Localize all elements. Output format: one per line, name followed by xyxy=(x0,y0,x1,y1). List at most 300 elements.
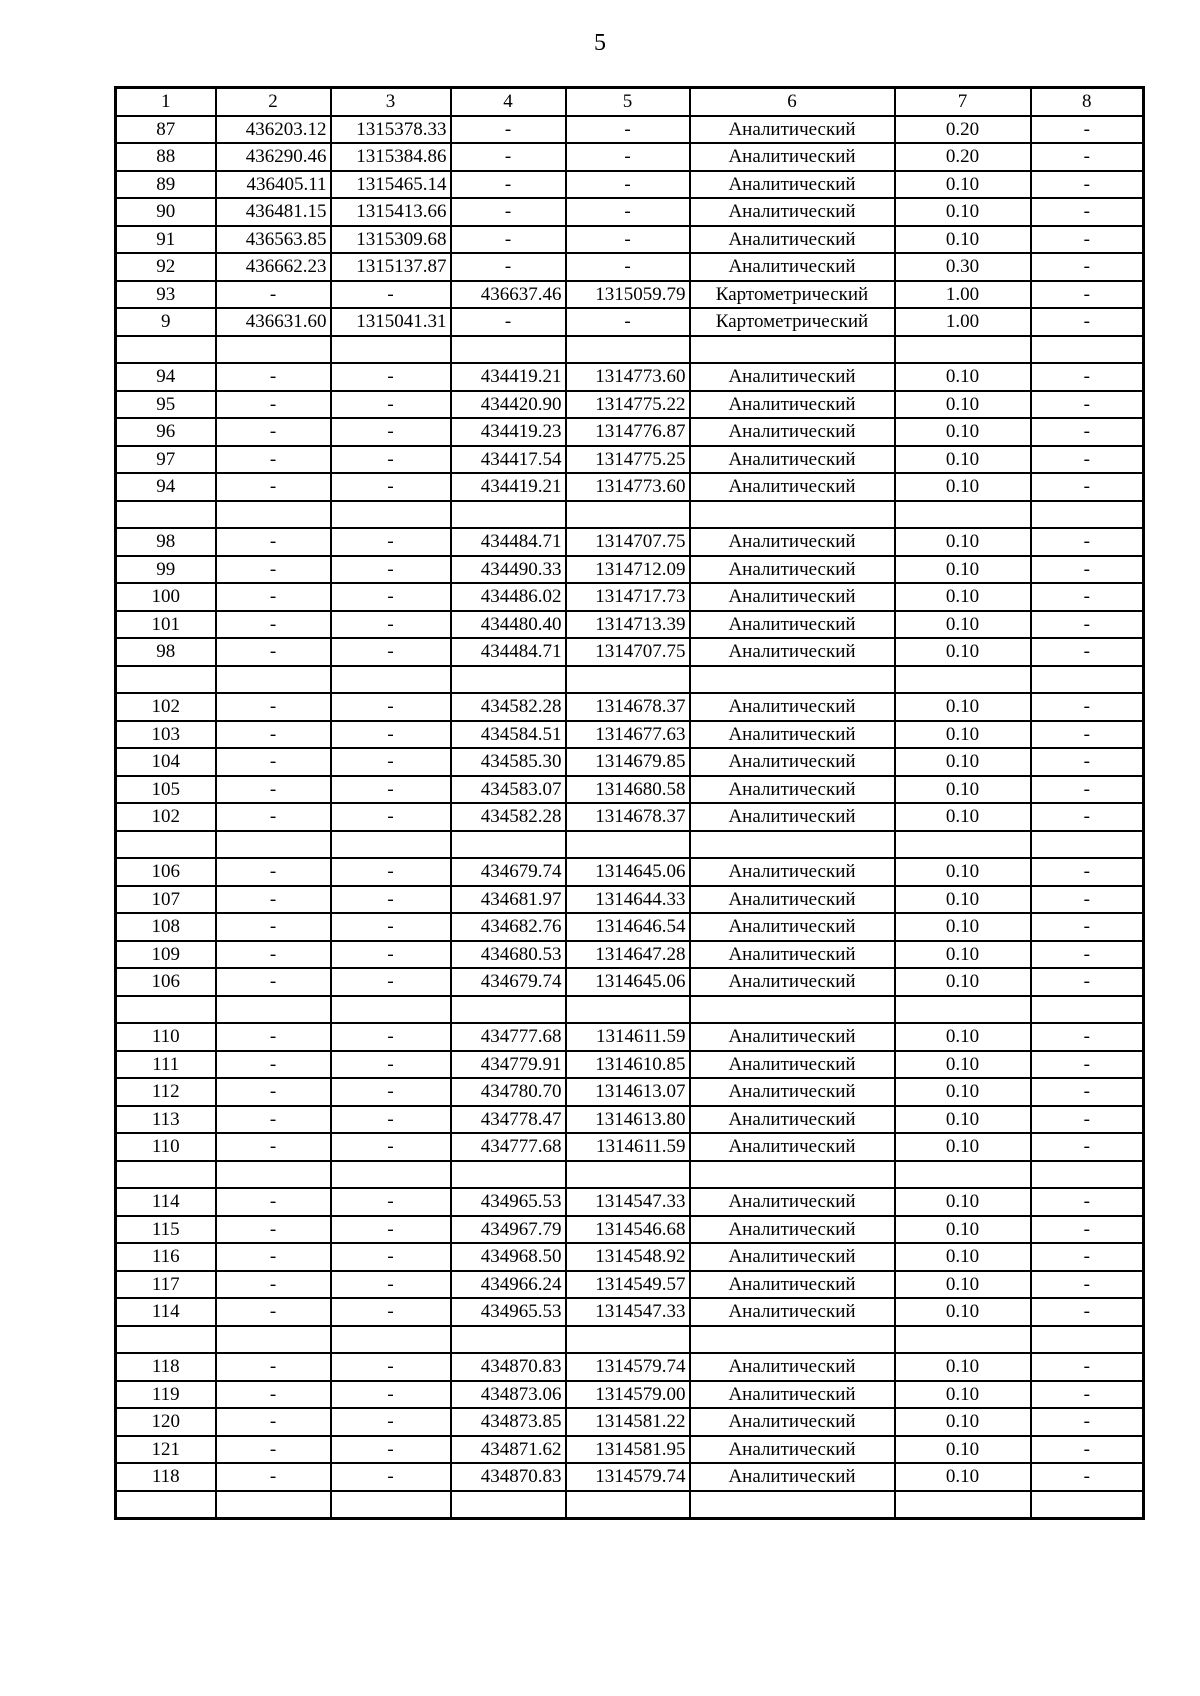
table-cell: - xyxy=(331,1243,451,1271)
table-cell: 434965.53 xyxy=(451,1298,566,1326)
table-cell: 118 xyxy=(116,1463,216,1491)
table-cell: - xyxy=(1031,1436,1144,1464)
table-cell: Аналитический xyxy=(690,391,895,419)
table-cell xyxy=(216,336,331,364)
table-cell xyxy=(895,1326,1031,1354)
table-cell xyxy=(895,1491,1031,1519)
table-row xyxy=(116,143,1144,171)
table-cell: 1314579.00 xyxy=(566,1381,690,1409)
header-cell: 4 xyxy=(451,88,566,116)
table-cell: - xyxy=(216,281,331,309)
table-cell: - xyxy=(331,528,451,556)
table-cell: 434682.76 xyxy=(451,913,566,941)
spacer-row xyxy=(116,501,1144,529)
table-cell xyxy=(1031,831,1144,859)
table-row xyxy=(116,528,1144,556)
table-cell: 0.10 xyxy=(895,226,1031,254)
table-cell: 0.10 xyxy=(895,968,1031,996)
table-cell: - xyxy=(331,1298,451,1326)
table-cell: 434419.23 xyxy=(451,418,566,446)
table-cell: 1.00 xyxy=(895,308,1031,336)
table-cell: - xyxy=(451,143,566,171)
table-cell: - xyxy=(1031,1078,1144,1106)
table-cell: 0.10 xyxy=(895,583,1031,611)
table-cell: 98 xyxy=(116,638,216,666)
table-cell xyxy=(331,1491,451,1519)
table-cell xyxy=(690,336,895,364)
table-cell: - xyxy=(216,776,331,804)
header-cell: 3 xyxy=(331,88,451,116)
table-cell: - xyxy=(331,776,451,804)
table-cell: 434583.07 xyxy=(451,776,566,804)
table-cell: 119 xyxy=(116,1381,216,1409)
table-row xyxy=(116,473,1144,501)
table-cell xyxy=(895,831,1031,859)
table-row xyxy=(116,776,1144,804)
table-cell: 93 xyxy=(116,281,216,309)
table-row xyxy=(116,721,1144,749)
coordinates-table xyxy=(114,86,1145,1520)
table-cell: 434585.30 xyxy=(451,748,566,776)
table-row xyxy=(116,1353,1144,1381)
table-cell: 1314647.28 xyxy=(566,941,690,969)
table-cell: - xyxy=(1031,1408,1144,1436)
table-row xyxy=(116,1216,1144,1244)
table-cell: 0.30 xyxy=(895,253,1031,281)
table-cell: - xyxy=(216,1078,331,1106)
table-cell: 434679.74 xyxy=(451,858,566,886)
table-cell: 0.10 xyxy=(895,363,1031,391)
table-cell: 0.10 xyxy=(895,913,1031,941)
table-cell xyxy=(331,831,451,859)
table-cell: 1314678.37 xyxy=(566,803,690,831)
table-cell xyxy=(331,336,451,364)
table-cell: - xyxy=(216,748,331,776)
table-cell: - xyxy=(216,473,331,501)
table-cell: - xyxy=(216,858,331,886)
table-cell: 1314579.74 xyxy=(566,1353,690,1381)
table-cell: 100 xyxy=(116,583,216,611)
table-cell: - xyxy=(216,1408,331,1436)
table-cell: 115 xyxy=(116,1216,216,1244)
table-cell xyxy=(566,501,690,529)
table-cell: - xyxy=(1031,968,1144,996)
table-cell: 105 xyxy=(116,776,216,804)
table-cell: Аналитический xyxy=(690,446,895,474)
table-cell: Аналитический xyxy=(690,583,895,611)
table-cell: - xyxy=(216,446,331,474)
table-cell: Аналитический xyxy=(690,1188,895,1216)
table-cell: 1314645.06 xyxy=(566,858,690,886)
table-cell: 1315384.86 xyxy=(331,143,451,171)
table-cell: - xyxy=(331,693,451,721)
table-cell: 0.10 xyxy=(895,1463,1031,1491)
table-cell: - xyxy=(331,1436,451,1464)
table-cell: - xyxy=(331,1106,451,1134)
table-cell: - xyxy=(1031,1381,1144,1409)
table-row xyxy=(116,803,1144,831)
table-cell: 1314613.80 xyxy=(566,1106,690,1134)
spacer-row xyxy=(116,996,1144,1024)
table-cell: - xyxy=(1031,143,1144,171)
table-cell: 434419.21 xyxy=(451,473,566,501)
table-cell: 110 xyxy=(116,1133,216,1161)
table-cell: 95 xyxy=(116,391,216,419)
table-cell: Аналитический xyxy=(690,1463,895,1491)
table-cell: - xyxy=(1031,556,1144,584)
table-cell: - xyxy=(1031,1243,1144,1271)
table-cell: - xyxy=(451,171,566,199)
table-cell xyxy=(451,501,566,529)
spacer-row xyxy=(116,336,1144,364)
table-cell: 87 xyxy=(116,116,216,144)
table-cell: 1314548.92 xyxy=(566,1243,690,1271)
table-row xyxy=(116,281,1144,309)
table-cell: - xyxy=(331,1133,451,1161)
table-cell: - xyxy=(331,391,451,419)
table-cell: 0.10 xyxy=(895,748,1031,776)
table-cell: Аналитический xyxy=(690,858,895,886)
table-cell: 434966.24 xyxy=(451,1271,566,1299)
table-cell: 1314775.22 xyxy=(566,391,690,419)
table-cell: 1315465.14 xyxy=(331,171,451,199)
table-cell xyxy=(216,1491,331,1519)
table-cell: - xyxy=(1031,803,1144,831)
table-cell: 0.10 xyxy=(895,1188,1031,1216)
table-cell: - xyxy=(1031,1133,1144,1161)
table-cell: Аналитический xyxy=(690,198,895,226)
table-cell: - xyxy=(451,116,566,144)
table-cell: 89 xyxy=(116,171,216,199)
table-cell: 0.10 xyxy=(895,1381,1031,1409)
table-cell: - xyxy=(451,198,566,226)
table-row xyxy=(116,226,1144,254)
table-row xyxy=(116,611,1144,639)
table-cell: 434777.68 xyxy=(451,1133,566,1161)
table-cell: - xyxy=(216,1381,331,1409)
table-cell: 90 xyxy=(116,198,216,226)
table-cell: 436290.46 xyxy=(216,143,331,171)
table-cell: 1315413.66 xyxy=(331,198,451,226)
table-cell: - xyxy=(451,253,566,281)
table-cell: 92 xyxy=(116,253,216,281)
table-cell xyxy=(895,666,1031,694)
table-cell: - xyxy=(1031,886,1144,914)
table-cell: - xyxy=(331,556,451,584)
table-row xyxy=(116,913,1144,941)
table-cell: 0.10 xyxy=(895,198,1031,226)
table-cell: 96 xyxy=(116,418,216,446)
table-cell xyxy=(216,1161,331,1189)
table-cell xyxy=(216,666,331,694)
table-cell: 1315059.79 xyxy=(566,281,690,309)
header-cell: 6 xyxy=(690,88,895,116)
table-cell: 434871.62 xyxy=(451,1436,566,1464)
table-cell: 0.10 xyxy=(895,1298,1031,1326)
table-cell: 0.10 xyxy=(895,941,1031,969)
table-cell: 114 xyxy=(116,1298,216,1326)
table-cell xyxy=(566,996,690,1024)
table-cell: - xyxy=(1031,446,1144,474)
table-cell: 111 xyxy=(116,1051,216,1079)
table-cell: - xyxy=(1031,1188,1144,1216)
table-cell xyxy=(116,666,216,694)
table-cell: 434870.83 xyxy=(451,1353,566,1381)
table-cell xyxy=(116,1161,216,1189)
table-cell: 434681.97 xyxy=(451,886,566,914)
table-cell: 1314610.85 xyxy=(566,1051,690,1079)
table-cell xyxy=(690,1161,895,1189)
header-cell: 1 xyxy=(116,88,216,116)
table-cell xyxy=(451,1326,566,1354)
table-cell: 0.10 xyxy=(895,886,1031,914)
table-cell: 1314678.37 xyxy=(566,693,690,721)
table-cell: 0.10 xyxy=(895,693,1031,721)
table-cell: 434965.53 xyxy=(451,1188,566,1216)
table-cell xyxy=(451,1491,566,1519)
table-cell xyxy=(566,1491,690,1519)
table-cell: 434777.68 xyxy=(451,1023,566,1051)
table-cell xyxy=(116,1326,216,1354)
table-cell: 0.10 xyxy=(895,1436,1031,1464)
table-row xyxy=(116,116,1144,144)
table-row xyxy=(116,1436,1144,1464)
table-cell: - xyxy=(1031,418,1144,446)
table-cell: 99 xyxy=(116,556,216,584)
table-cell xyxy=(566,1161,690,1189)
table-row xyxy=(116,638,1144,666)
table-cell: - xyxy=(216,391,331,419)
table-cell xyxy=(1031,1326,1144,1354)
table-cell: 1314547.33 xyxy=(566,1298,690,1326)
table-cell: Аналитический xyxy=(690,1298,895,1326)
table-row xyxy=(116,1408,1144,1436)
table-cell: Аналитический xyxy=(690,1216,895,1244)
table-cell: 0.10 xyxy=(895,1106,1031,1134)
table-row xyxy=(116,253,1144,281)
table-cell xyxy=(216,831,331,859)
table-cell: 1314707.75 xyxy=(566,638,690,666)
table-cell: 106 xyxy=(116,968,216,996)
table-row xyxy=(116,1023,1144,1051)
table-cell: 121 xyxy=(116,1436,216,1464)
table-cell: - xyxy=(331,1051,451,1079)
table-cell: - xyxy=(1031,913,1144,941)
table-cell: - xyxy=(1031,638,1144,666)
table-cell: - xyxy=(1031,528,1144,556)
table-cell: - xyxy=(566,226,690,254)
table-cell: Аналитический xyxy=(690,363,895,391)
table-cell: - xyxy=(331,1216,451,1244)
table-cell: - xyxy=(331,1271,451,1299)
table-cell: 434967.79 xyxy=(451,1216,566,1244)
table-cell: - xyxy=(331,913,451,941)
table-cell: 110 xyxy=(116,1023,216,1051)
table-cell xyxy=(566,831,690,859)
table-cell: 1314677.63 xyxy=(566,721,690,749)
table-cell: 109 xyxy=(116,941,216,969)
table-cell: 0.10 xyxy=(895,1271,1031,1299)
table-cell: 1314611.59 xyxy=(566,1023,690,1051)
table-cell: - xyxy=(1031,1298,1144,1326)
table-cell: 0.20 xyxy=(895,116,1031,144)
table-row xyxy=(116,748,1144,776)
table-cell: 1314646.54 xyxy=(566,913,690,941)
table-cell xyxy=(116,336,216,364)
table-cell: - xyxy=(1031,391,1144,419)
table-cell: Аналитический xyxy=(690,171,895,199)
table-cell: 434679.74 xyxy=(451,968,566,996)
table-cell: Аналитический xyxy=(690,886,895,914)
table-cell: 103 xyxy=(116,721,216,749)
table-cell: 0.10 xyxy=(895,776,1031,804)
table-cell xyxy=(1031,1491,1144,1519)
table-cell: - xyxy=(331,611,451,639)
table-cell: 117 xyxy=(116,1271,216,1299)
table-cell: 434779.91 xyxy=(451,1051,566,1079)
table-cell: Аналитический xyxy=(690,418,895,446)
header-cell: 7 xyxy=(895,88,1031,116)
table-cell: 0.10 xyxy=(895,446,1031,474)
table-cell xyxy=(116,996,216,1024)
table-cell: - xyxy=(331,638,451,666)
table-cell: 113 xyxy=(116,1106,216,1134)
table-row xyxy=(116,886,1144,914)
table-row xyxy=(116,1271,1144,1299)
table-cell xyxy=(451,1161,566,1189)
table-cell: - xyxy=(216,968,331,996)
table-cell: - xyxy=(1031,1463,1144,1491)
table-cell: 0.10 xyxy=(895,611,1031,639)
table-cell: 0.10 xyxy=(895,803,1031,831)
table-cell: - xyxy=(331,1408,451,1436)
table-cell: - xyxy=(451,308,566,336)
table-cell: Аналитический xyxy=(690,1436,895,1464)
table-row xyxy=(116,1381,1144,1409)
table-cell: - xyxy=(1031,1051,1144,1079)
table-cell: 0.10 xyxy=(895,528,1031,556)
table-cell: 101 xyxy=(116,611,216,639)
table-cell: - xyxy=(1031,363,1144,391)
table-cell: 1314645.06 xyxy=(566,968,690,996)
table-cell xyxy=(895,1161,1031,1189)
table-cell: 1314680.58 xyxy=(566,776,690,804)
table-cell: 102 xyxy=(116,693,216,721)
table-cell: 436203.12 xyxy=(216,116,331,144)
table-cell: - xyxy=(331,1078,451,1106)
table-cell: - xyxy=(331,446,451,474)
table-cell: - xyxy=(1031,1353,1144,1381)
table-cell: - xyxy=(216,913,331,941)
table-row xyxy=(116,391,1144,419)
table-cell: 1314707.75 xyxy=(566,528,690,556)
table-cell: - xyxy=(216,1243,331,1271)
table-cell: 1314611.59 xyxy=(566,1133,690,1161)
table-row xyxy=(116,1188,1144,1216)
table-cell: 1314549.57 xyxy=(566,1271,690,1299)
table-cell: - xyxy=(216,886,331,914)
table-cell: - xyxy=(216,583,331,611)
table-cell xyxy=(331,1161,451,1189)
table-cell: 0.10 xyxy=(895,1133,1031,1161)
table-cell: Аналитический xyxy=(690,776,895,804)
table-cell: - xyxy=(1031,583,1144,611)
table-cell: - xyxy=(216,1436,331,1464)
table-cell: Аналитический xyxy=(690,1106,895,1134)
table-cell xyxy=(116,1491,216,1519)
table-cell: 0.10 xyxy=(895,1216,1031,1244)
table-cell: 118 xyxy=(116,1353,216,1381)
table-cell xyxy=(566,336,690,364)
table-cell: - xyxy=(331,418,451,446)
table-cell: - xyxy=(331,1023,451,1051)
table-cell: - xyxy=(566,308,690,336)
table-cell: - xyxy=(216,1271,331,1299)
table-cell: - xyxy=(1031,1106,1144,1134)
table-cell: - xyxy=(566,116,690,144)
table-cell: 434419.21 xyxy=(451,363,566,391)
table-cell xyxy=(690,501,895,529)
table-cell: - xyxy=(1031,941,1144,969)
table-cell: Аналитический xyxy=(690,1271,895,1299)
table-cell: 1314712.09 xyxy=(566,556,690,584)
table-cell: 434420.90 xyxy=(451,391,566,419)
table-cell: Аналитический xyxy=(690,803,895,831)
table-cell: 0.10 xyxy=(895,638,1031,666)
table-cell: - xyxy=(216,1298,331,1326)
spacer-row xyxy=(116,831,1144,859)
table-row xyxy=(116,1051,1144,1079)
spacer-row xyxy=(116,1491,1144,1519)
table-cell: - xyxy=(1031,308,1144,336)
table-row xyxy=(116,941,1144,969)
page-number: 5 xyxy=(594,30,606,56)
table-cell: 97 xyxy=(116,446,216,474)
table-cell: - xyxy=(1031,253,1144,281)
table-cell xyxy=(566,1326,690,1354)
table-cell: Аналитический xyxy=(690,721,895,749)
table-cell: 0.20 xyxy=(895,143,1031,171)
table-cell: - xyxy=(1031,1216,1144,1244)
table-cell: 436631.60 xyxy=(216,308,331,336)
table-cell: 1315309.68 xyxy=(331,226,451,254)
table-cell: Картометрический xyxy=(690,281,895,309)
table-cell: 1314613.07 xyxy=(566,1078,690,1106)
table-cell: 434778.47 xyxy=(451,1106,566,1134)
table-cell: - xyxy=(331,1381,451,1409)
table-cell: 108 xyxy=(116,913,216,941)
table-cell xyxy=(690,831,895,859)
table-cell xyxy=(690,996,895,1024)
table-cell xyxy=(216,996,331,1024)
table-cell: - xyxy=(216,1216,331,1244)
table-cell: - xyxy=(216,941,331,969)
table-cell: - xyxy=(1031,748,1144,776)
table-cell: Аналитический xyxy=(690,1408,895,1436)
header-cell: 2 xyxy=(216,88,331,116)
table-cell xyxy=(895,501,1031,529)
spacer-row xyxy=(116,666,1144,694)
table-cell: - xyxy=(1031,1271,1144,1299)
table-cell: Аналитический xyxy=(690,116,895,144)
table-cell: 1314773.60 xyxy=(566,363,690,391)
table-cell: 0.10 xyxy=(895,473,1031,501)
table-cell: - xyxy=(331,473,451,501)
table-cell: - xyxy=(1031,226,1144,254)
table-cell: 1314581.22 xyxy=(566,1408,690,1436)
table-cell: 1314775.25 xyxy=(566,446,690,474)
table-cell xyxy=(895,336,1031,364)
